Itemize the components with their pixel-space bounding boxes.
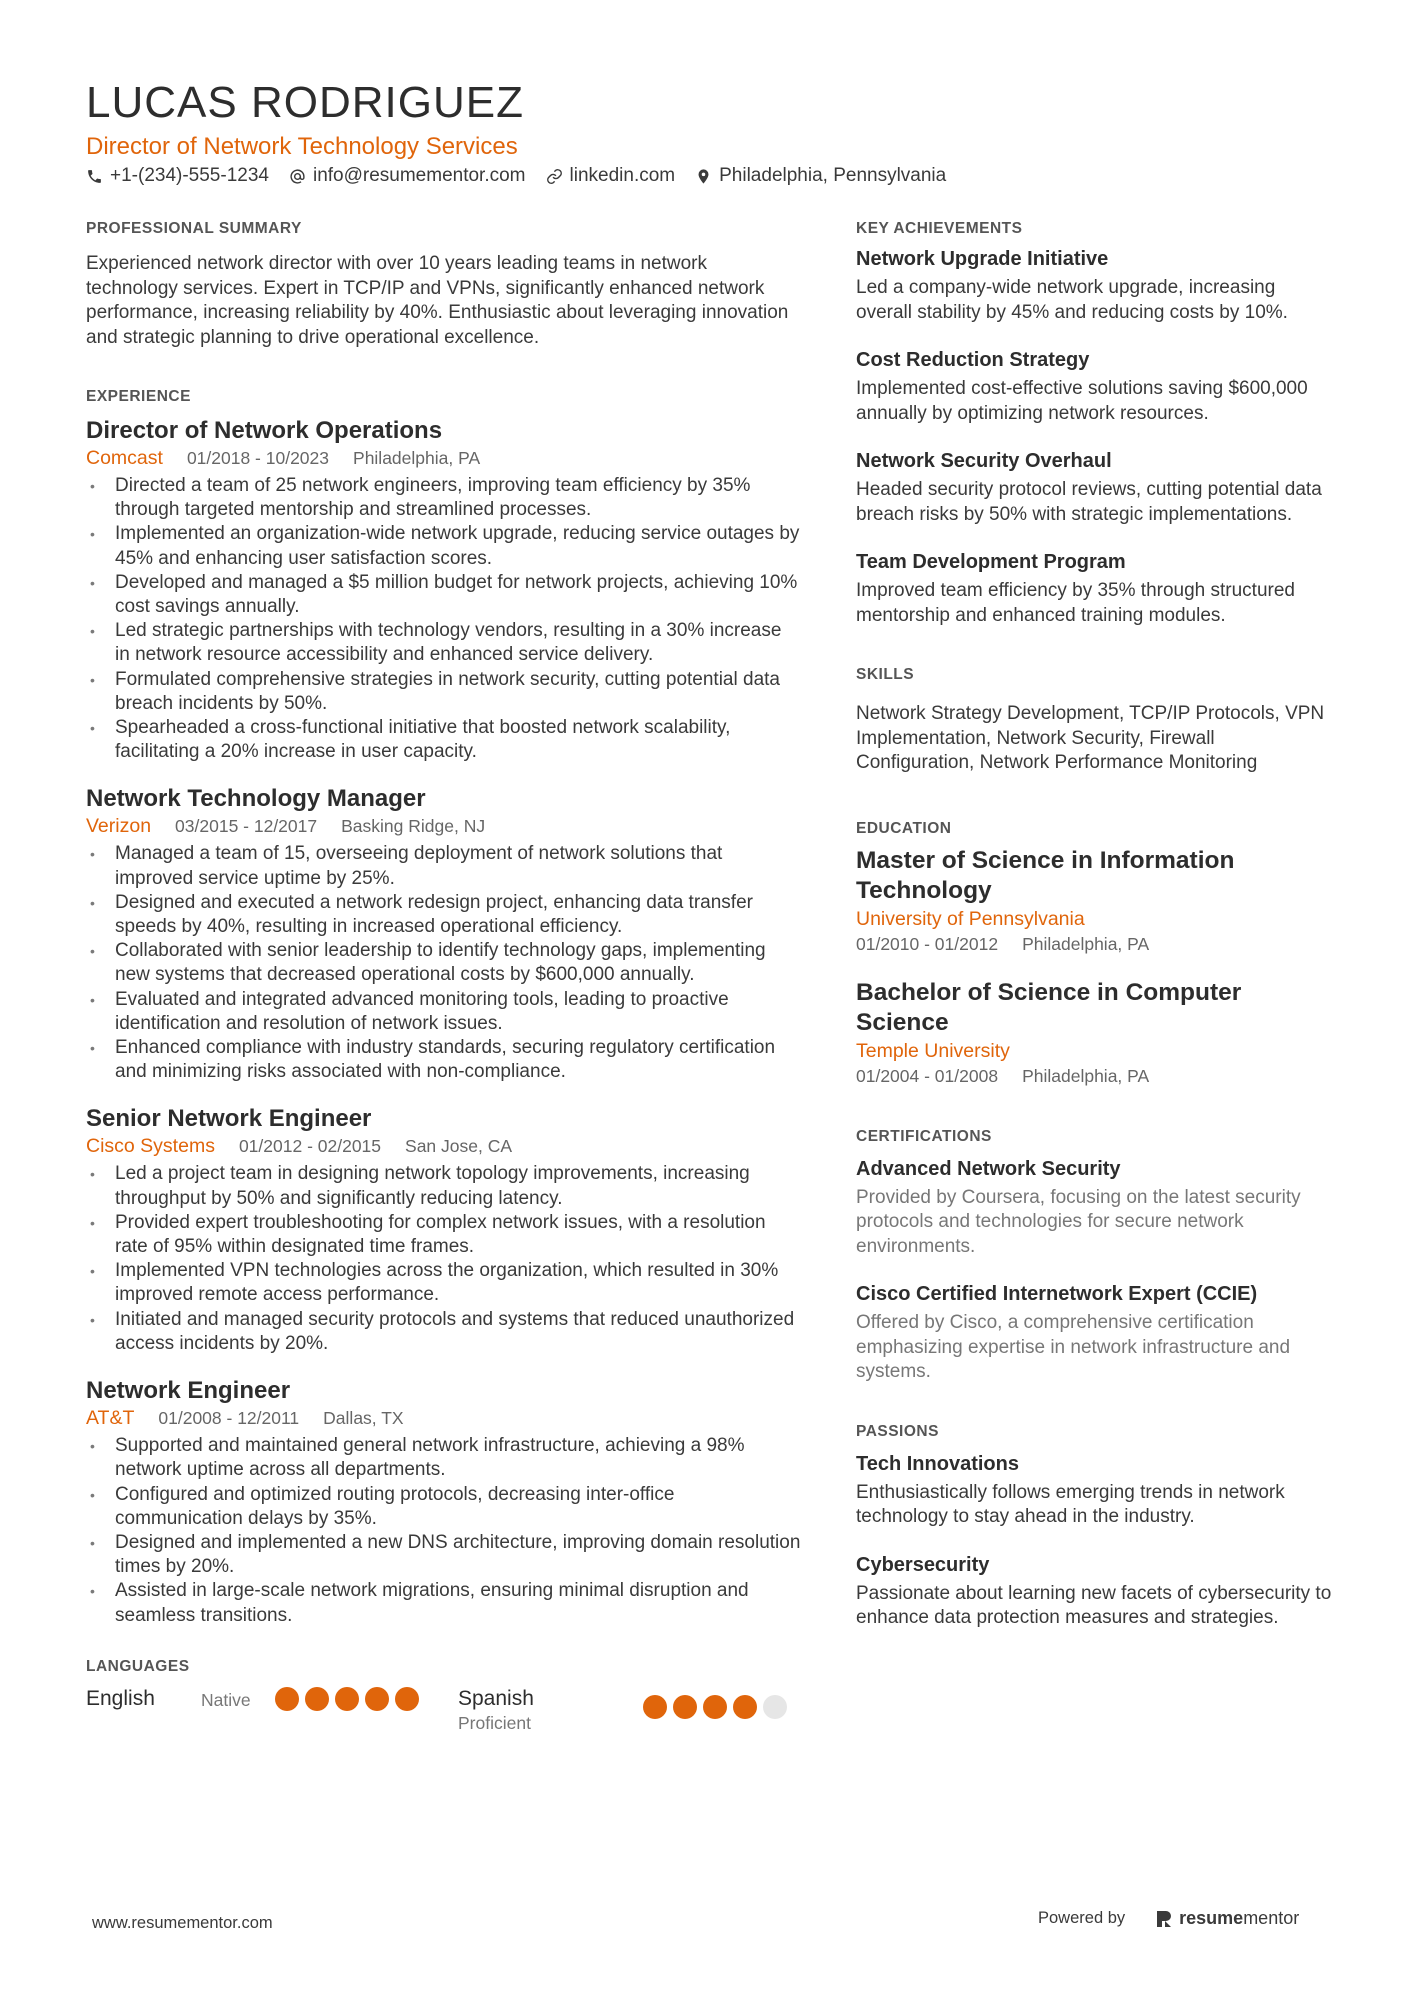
education-degree: Master of Science in Information Technology xyxy=(856,846,1235,904)
achievement-item xyxy=(856,549,1336,628)
language-level: Proficient xyxy=(458,1712,531,1733)
achievement-item xyxy=(856,347,1336,426)
phone-text: +1-(234)-555-1234 xyxy=(110,165,269,186)
achievement-title: Network Security Overhaul xyxy=(856,450,1112,472)
linkedin-text: linkedin.com xyxy=(569,165,676,186)
languages-list xyxy=(86,1686,801,1734)
language-rating xyxy=(643,1695,793,1719)
passions-heading: PASSIONS xyxy=(856,1422,939,1440)
achievement-desc: Improved team efficiency by 35% through structured mentorship and enhanced training modules. xyxy=(856,580,1295,626)
job-bullet: • Assisted in large-scale network migrations, ensuring minimal disruption and seamless transitions. xyxy=(86,1579,801,1627)
job-bullet: • Managed a team of 15, overseeing deployment of network solutions that improved service uptime by 25%. xyxy=(86,842,801,890)
at-icon xyxy=(289,168,306,185)
candidate-name: LUCAS RODRIGUEZ xyxy=(86,78,524,127)
rating-dot xyxy=(733,1695,757,1719)
achievement-title: Cost Reduction Strategy xyxy=(856,349,1090,371)
language-item xyxy=(86,1686,458,1734)
job-bullet: • Formulated comprehensive strategies in network security, cutting potential data breach incidents by 50%. xyxy=(86,668,801,716)
location-pin-icon xyxy=(695,168,712,185)
rating-dot xyxy=(305,1687,329,1711)
education-list xyxy=(856,846,1336,1088)
left-column xyxy=(86,220,801,1734)
skills-section xyxy=(856,666,1336,776)
education-section xyxy=(856,820,1336,1088)
contact-bar xyxy=(86,165,966,187)
language-name: English xyxy=(86,1686,155,1710)
certifications-list xyxy=(856,1156,1336,1385)
job-bullets xyxy=(86,1162,801,1356)
certification-item xyxy=(856,1281,1336,1385)
summary-section xyxy=(86,220,801,350)
language-text xyxy=(458,1686,643,1734)
job-dates: 03/2015 - 12/2017 xyxy=(175,816,318,837)
education-item xyxy=(856,846,1336,956)
achievement-item xyxy=(856,448,1336,527)
education-meta xyxy=(856,932,1336,956)
brand-logo[interactable] xyxy=(1155,1908,1299,1929)
job-entry xyxy=(86,784,801,1084)
job-bullets xyxy=(86,1434,801,1628)
email-text: info@resumementor.com xyxy=(312,165,526,186)
rating-dot xyxy=(365,1687,389,1711)
job-bullet: • Initiated and managed security protocols and systems that reduced unauthorized access incidents by 20%. xyxy=(86,1308,801,1356)
job-bullet: • Directed a team of 25 network engineers, improving team efficiency by 35% through targeted mentorship and streamlined processes. xyxy=(86,474,801,522)
job-bullet: • Enhanced compliance with industry standards, securing regulatory certification and minimizing risks associated with non-compliance. xyxy=(86,1036,801,1084)
job-bullet: • Developed and managed a $5 million budget for network projects, achieving 10% cost savings annually. xyxy=(86,571,801,619)
job-role: Senior Network Engineer xyxy=(86,1105,372,1133)
job-meta xyxy=(86,1134,801,1158)
passion-item xyxy=(856,1552,1336,1631)
achievement-title: Team Development Program xyxy=(856,551,1126,573)
achievements-section xyxy=(856,220,1336,628)
language-level: Native xyxy=(201,1689,251,1710)
job-bullet: • Evaluated and integrated advanced monitoring tools, leading to proactive identification and resolution of network issues. xyxy=(86,988,801,1036)
certification-desc: Provided by Coursera, focusing on the latest security protocols and technologies for secure network environments. xyxy=(856,1186,1301,1257)
languages-heading: LANGUAGES xyxy=(86,1657,190,1675)
job-location: San Jose, CA xyxy=(405,1136,513,1157)
achievement-item xyxy=(856,246,1336,325)
education-dates: 01/2010 - 01/2012 xyxy=(856,933,999,954)
footer-website[interactable]: www.resumementor.com xyxy=(92,1914,273,1932)
achievement-desc: Headed security protocol reviews, cutting potential data breach risks by 50% with strategic implementations. xyxy=(856,479,1322,525)
passion-title: Tech Innovations xyxy=(856,1452,1019,1475)
passion-desc: Passionate about learning new facets of cybersecurity to enhance data protection measures and strategies. xyxy=(856,1582,1332,1628)
job-bullet: • Designed and implemented a new DNS architecture, improving domain resolution times by 20%. xyxy=(86,1531,801,1579)
certification-desc: Offered by Cisco, a comprehensive certification emphasizing expertise in network infrastructure and systems. xyxy=(856,1312,1291,1382)
passion-desc: Enthusiastically follows emerging trends in network technology to stay ahead in the industry. xyxy=(856,1481,1285,1527)
candidate-title: Director of Network Technology Services xyxy=(86,133,518,160)
powered-by-label: Powered by xyxy=(1038,1909,1126,1927)
contact-location xyxy=(695,165,946,187)
achievements-list xyxy=(856,246,1336,628)
certification-title: Cisco Certified Internetwork Expert (CCIE) xyxy=(856,1283,1258,1305)
rating-dot xyxy=(673,1695,697,1719)
education-location: Philadelphia, PA xyxy=(1022,1065,1150,1086)
link-icon xyxy=(546,168,563,185)
job-bullet: • Implemented an organization-wide network upgrade, reducing service outages by 45% and enhancing user satisfaction scores. xyxy=(86,522,801,570)
skills-heading: SKILLS xyxy=(856,666,915,683)
job-entry xyxy=(86,1104,801,1356)
job-location: Basking Ridge, NJ xyxy=(341,816,486,837)
job-company: AT&T xyxy=(86,1407,135,1430)
job-role: Network Engineer xyxy=(86,1377,291,1405)
rating-dot xyxy=(275,1687,299,1711)
achievement-desc: Implemented cost-effective solutions saving $600,000 annually by optimizing network resources. xyxy=(856,378,1308,424)
languages-section xyxy=(86,1658,801,1734)
experience-section xyxy=(86,388,801,1628)
achievement-title: Network Upgrade Initiative xyxy=(856,248,1109,270)
rating-dot xyxy=(703,1695,727,1719)
certification-item xyxy=(856,1156,1336,1260)
certification-title: Advanced Network Security xyxy=(856,1157,1121,1180)
job-bullet: • Collaborated with senior leadership to identify technology gaps, implementing new systems that decreased operational costs by $600,000 annually. xyxy=(86,939,801,987)
language-item xyxy=(458,1686,793,1734)
job-company: Verizon xyxy=(86,815,152,838)
job-meta xyxy=(86,814,801,838)
education-school: University of Pennsylvania xyxy=(856,907,1085,930)
job-bullet: • Led a project team in designing network topology improvements, increasing throughput by 50% and significantly reducing latency. xyxy=(86,1162,801,1210)
skills-text: Network Strategy Development, TCP/IP Protocols, VPN Implementation, Network Security, Firewall Configuration, Network Performance Monitoring xyxy=(856,703,1325,773)
resumementor-logo-icon xyxy=(1155,1909,1173,1929)
achievements-heading: KEY ACHIEVEMENTS xyxy=(856,220,1023,237)
footer-powered xyxy=(1038,1908,1299,1929)
location-text: Philadelphia, Pennsylvania xyxy=(719,165,947,186)
job-dates: 01/2018 - 10/2023 xyxy=(186,448,330,468)
job-bullets xyxy=(86,474,801,764)
job-bullet: • Supported and maintained general network infrastructure, achieving a 98% network uptime across all departments. xyxy=(86,1434,801,1482)
job-company: Cisco Systems xyxy=(86,1135,215,1158)
contact-email[interactable] xyxy=(289,165,526,187)
jobs-list xyxy=(86,416,801,1628)
right-column xyxy=(856,220,1336,1653)
job-bullet: • Designed and executed a network redesign project, enhancing data transfer speeds by 40%, resulting in increased operational efficiency. xyxy=(86,891,801,939)
rating-dot xyxy=(763,1695,787,1719)
job-company: Comcast xyxy=(86,447,163,469)
contact-linkedin[interactable] xyxy=(546,165,676,187)
education-heading: EDUCATION xyxy=(856,819,952,837)
achievement-desc: Led a company-wide network upgrade, increasing overall stability by 45% and reducing costs by 10%. xyxy=(856,277,1288,323)
language-name: Spanish xyxy=(458,1686,534,1710)
job-bullet: • Spearheaded a cross-functional initiative that boosted network scalability, facilitating a 20% increase in user capacity. xyxy=(86,716,801,764)
summary-heading: PROFESSIONAL SUMMARY xyxy=(86,220,302,237)
job-entry xyxy=(86,1376,801,1628)
job-bullet: • Led strategic partnerships with technology vendors, resulting in a 30% increase in network resource accessibility and enhanced service delivery. xyxy=(86,619,801,667)
passion-title: Cybersecurity xyxy=(856,1553,990,1576)
job-dates: 01/2008 - 12/2011 xyxy=(158,1408,300,1429)
rating-dot xyxy=(335,1687,359,1711)
job-entry xyxy=(86,416,801,764)
passions-list xyxy=(856,1451,1336,1631)
job-meta xyxy=(86,446,801,470)
certifications-section xyxy=(856,1128,1336,1385)
job-bullet: • Configured and optimized routing protocols, decreasing inter-office communication delays by 35%. xyxy=(86,1483,801,1531)
education-location: Philadelphia, PA xyxy=(1022,933,1150,954)
brand-bold: resume xyxy=(1179,1908,1244,1928)
passions-section xyxy=(856,1423,1336,1631)
job-location: Dallas, TX xyxy=(323,1408,404,1429)
certifications-heading: CERTIFICATIONS xyxy=(856,1127,992,1145)
job-role: Director of Network Operations xyxy=(86,417,443,444)
brand-light: mentor xyxy=(1243,1908,1300,1928)
job-bullet: • Provided expert troubleshooting for complex network issues, with a resolution rate of 95% within designated time frames. xyxy=(86,1211,801,1259)
phone-icon xyxy=(86,168,103,185)
rating-dot xyxy=(395,1687,419,1711)
job-bullets xyxy=(86,842,801,1084)
experience-heading: EXPERIENCE xyxy=(86,388,191,405)
education-item xyxy=(856,978,1336,1088)
job-bullet: • Implemented VPN technologies across the organization, which resulted in 30% improved remote access performance. xyxy=(86,1259,801,1307)
passion-item xyxy=(856,1451,1336,1530)
job-role: Network Technology Manager xyxy=(86,785,426,813)
rating-dot xyxy=(643,1695,667,1719)
job-meta xyxy=(86,1406,801,1430)
education-dates: 01/2004 - 01/2008 xyxy=(856,1065,999,1086)
education-school: Temple University xyxy=(856,1039,1010,1062)
language-rating xyxy=(275,1687,425,1711)
education-meta xyxy=(856,1064,1336,1088)
job-location: Philadelphia, PA xyxy=(353,448,481,468)
education-degree: Bachelor of Science in Computer Science xyxy=(856,978,1242,1036)
job-dates: 01/2012 - 02/2015 xyxy=(238,1136,382,1157)
contact-phone[interactable] xyxy=(86,165,269,187)
summary-text: Experienced network director with over 10 years leading teams in network technology services. Expert in TCP/IP and VPNs, significantly enhanced network performance, increasing reliability by 40%. Enthusiastic about leveraging innovation and strategic planning to drive operational excellence. xyxy=(86,253,789,348)
